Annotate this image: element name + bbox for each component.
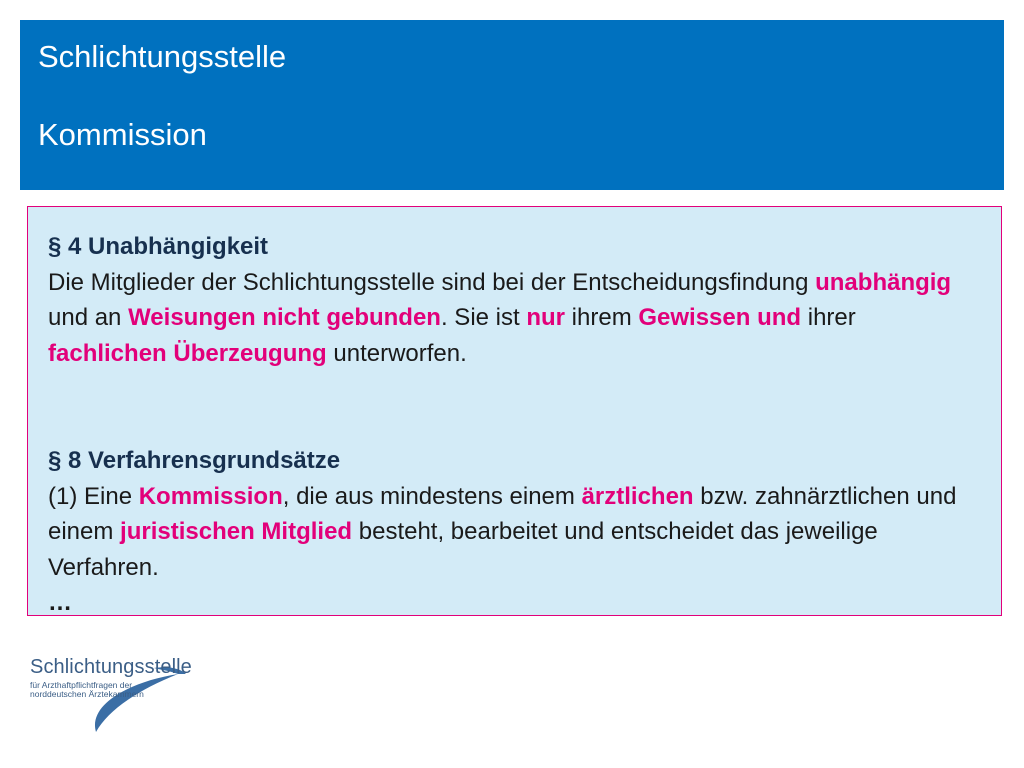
logo-line-2: norddeutschen Ärztekammern [30, 689, 144, 699]
body-text: unterworfen. [326, 339, 467, 367]
body-text: und an [48, 304, 129, 331]
section-body [48, 479, 981, 586]
logo-line-1: für Arzthaftpflichtfragen der [30, 680, 133, 690]
highlighted-text: juristischen Mitglied [120, 518, 353, 545]
body-text: bzw. zahnärztlichen und einem [48, 482, 957, 545]
logo-name: Schlichtungsstelle [30, 656, 192, 678]
highlighted-text: unabhängig [815, 268, 952, 296]
section-verfahrensgrundsaetze [48, 443, 981, 621]
highlighted-text: nur [526, 304, 565, 331]
slide-header [20, 20, 1004, 190]
body-text: ihrem [565, 304, 639, 331]
body-text: (1) Eine [48, 482, 139, 510]
highlighted-text: fachlichen Überzeugung [48, 339, 327, 367]
logo [28, 650, 198, 735]
content-box [27, 206, 1002, 616]
section-unabhaengigkeit [48, 229, 981, 371]
body-text: , die aus mindestens einem [282, 482, 582, 510]
body-text: Die Mitglieder der Schlichtungsstelle sind bei der Entscheidungsfindung [48, 268, 816, 296]
paragraph-gap [48, 371, 981, 443]
body-text: besteht, bearbeitet und entscheidet das jeweilige Verfahren. [48, 518, 878, 581]
ellipsis: … [48, 589, 72, 616]
slide-subtitle: Kommission [38, 117, 207, 152]
highlighted-text: Gewissen und [638, 304, 802, 331]
highlighted-text: Weisungen nicht gebunden [128, 304, 441, 331]
slide-title: Schlichtungsstelle [38, 39, 287, 74]
highlighted-text: ärztlichen [581, 482, 694, 510]
section-body [48, 265, 981, 372]
highlighted-text: Kommission [138, 482, 283, 510]
section-heading: § 4 Unabhängigkeit [48, 233, 269, 260]
section-heading: § 8 Verfahrensgrundsätze [48, 447, 341, 474]
body-text: . Sie ist [440, 304, 527, 331]
body-text: ihrer [801, 304, 856, 331]
